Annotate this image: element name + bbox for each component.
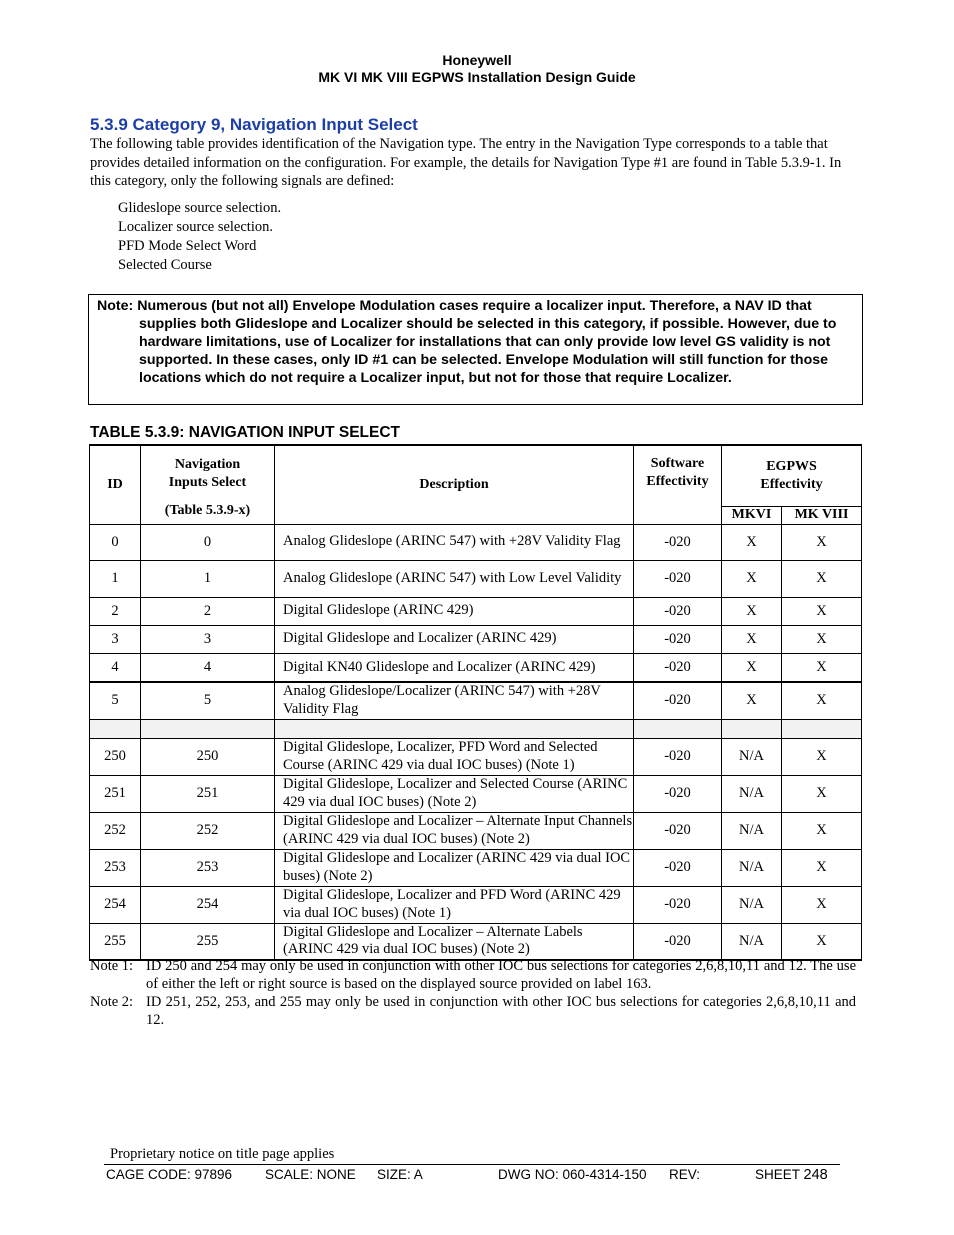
- cell-nav: 254: [141, 886, 275, 923]
- signal-item: Localizer source selection.: [118, 219, 273, 235]
- cell-id: 251: [90, 775, 141, 812]
- cell-id: 3: [90, 625, 141, 653]
- cell-nav: 3: [141, 625, 275, 653]
- table-row: [90, 812, 862, 849]
- signal-item: Selected Course: [118, 257, 212, 273]
- gap-cell: [275, 719, 634, 738]
- table-caption: TABLE 5.3.9: NAVIGATION INPUT SELECT: [90, 424, 401, 441]
- note-text: ID 251, 252, 253, and 255 may only be used in conjunction with other IOC bus selections for categories 2,6,8,10,11 and 12.: [146, 994, 856, 1028]
- cell-software: -020: [634, 597, 722, 625]
- cell-description: Digital KN40 Glideslope and Localizer (ARINC 429): [275, 653, 634, 682]
- cell-software: -020: [634, 738, 722, 775]
- egpws-header-line2: Effectivity: [760, 476, 823, 492]
- cell-id: 4: [90, 653, 141, 682]
- note-label: Note 1:: [90, 958, 134, 974]
- size: SIZE: A: [377, 1167, 423, 1182]
- company-name: Honeywell: [442, 52, 512, 68]
- cell-nav: 0: [141, 524, 275, 560]
- table-row: [90, 524, 862, 560]
- cell-mkviii: X: [782, 625, 862, 653]
- col-header-egpws: [722, 445, 862, 506]
- table-row: [90, 682, 862, 719]
- table-notes: [90, 957, 856, 1029]
- cell-mkvi: N/A: [722, 812, 782, 849]
- table-row: [90, 886, 862, 923]
- cell-software: -020: [634, 886, 722, 923]
- scale: SCALE: NONE: [265, 1167, 356, 1182]
- intro-paragraph: [90, 135, 860, 191]
- sheet-label: [755, 1167, 828, 1183]
- cell-description: Digital Glideslope and Localizer – Alternate Labels (ARINC 429 via dual IOC buses) (Note 2): [275, 923, 634, 960]
- revision: REV:: [669, 1167, 701, 1182]
- col-header-software: [634, 445, 722, 524]
- navigation-input-table: [89, 444, 862, 961]
- cell-mkvi: X: [722, 625, 782, 653]
- cell-mkviii: X: [782, 560, 862, 597]
- cell-mkviii: X: [782, 775, 862, 812]
- cell-id: 2: [90, 597, 141, 625]
- cage-code: CAGE CODE: 97896: [106, 1167, 233, 1182]
- cell-description: Digital Glideslope and Localizer (ARINC 429 via dual IOC buses) (Note 2): [275, 849, 634, 886]
- table-gap-row: [90, 719, 862, 738]
- cell-description: Analog Glideslope (ARINC 547) with Low Level Validity: [275, 560, 634, 597]
- cell-nav: 2: [141, 597, 275, 625]
- cell-id: 253: [90, 849, 141, 886]
- cell-nav: 5: [141, 682, 275, 719]
- note-text: ID 250 and 254 may only be used in conjunction with other IOC bus selections for categories 2,6,8,10,11 and 12. The use of either the left or right source is based on the displayed source provided on label 163.: [146, 958, 856, 992]
- table-note: [90, 993, 856, 1029]
- sw-header-line1: Software: [650, 456, 705, 471]
- sw-header-line2: Effectivity: [646, 474, 709, 489]
- localizer-note-box: [88, 294, 863, 405]
- cell-nav: 4: [141, 653, 275, 682]
- egpws-header-line1: EGPWS: [766, 458, 817, 474]
- document-title: MK VI MK VIII EGPWS Installation Design Guide: [318, 69, 636, 85]
- cell-nav: 251: [141, 775, 275, 812]
- cell-mkviii: X: [782, 886, 862, 923]
- col-header-id: ID: [90, 445, 141, 524]
- signal-item: PFD Mode Select Word: [118, 238, 257, 254]
- table-row: [90, 560, 862, 597]
- cell-software: -020: [634, 560, 722, 597]
- cell-software: -020: [634, 625, 722, 653]
- cell-mkviii: X: [782, 653, 862, 682]
- cell-software: -020: [634, 682, 722, 719]
- gap-cell: [634, 719, 722, 738]
- cell-mkviii: X: [782, 738, 862, 775]
- cell-id: 0: [90, 524, 141, 560]
- note-text: [97, 297, 854, 387]
- table-row: [90, 625, 862, 653]
- cell-mkvi: N/A: [722, 738, 782, 775]
- nav-header-line2: Inputs Select: [168, 475, 247, 490]
- cell-description: Analog Glideslope (ARINC 547) with +28V Validity Flag: [275, 524, 634, 560]
- cell-mkvi: N/A: [722, 775, 782, 812]
- cell-mkvi: N/A: [722, 886, 782, 923]
- gap-cell: [141, 719, 275, 738]
- table-row: [90, 923, 862, 960]
- gap-cell: [782, 719, 862, 738]
- cell-id: 252: [90, 812, 141, 849]
- cell-software: -020: [634, 653, 722, 682]
- table-row: [90, 597, 862, 625]
- table-row: [90, 738, 862, 775]
- cell-mkvi: X: [722, 682, 782, 719]
- table-note: [90, 957, 856, 993]
- cell-description: Analog Glideslope/Localizer (ARINC 547) with +28V Validity Flag: [275, 682, 634, 719]
- cell-nav: 250: [141, 738, 275, 775]
- cell-software: -020: [634, 524, 722, 560]
- drawing-number: DWG NO: 060-4314-150: [498, 1167, 647, 1182]
- cell-mkviii: X: [782, 524, 862, 560]
- cell-description: Digital Glideslope, Localizer and Selected Course (ARINC 429 via dual IOC buses) (Note 2): [275, 775, 634, 812]
- cell-nav: 252: [141, 812, 275, 849]
- cell-mkviii: X: [782, 923, 862, 960]
- cell-mkviii: X: [782, 812, 862, 849]
- cell-mkviii: X: [782, 597, 862, 625]
- cell-software: -020: [634, 812, 722, 849]
- cell-nav: 255: [141, 923, 275, 960]
- table-row: [90, 849, 862, 886]
- note-label: Note 2:: [90, 994, 134, 1010]
- col-header-nav-inputs: [141, 445, 275, 524]
- cell-mkviii: X: [782, 849, 862, 886]
- cell-mkvi: N/A: [722, 849, 782, 886]
- cell-id: 254: [90, 886, 141, 923]
- cell-mkvi: X: [722, 560, 782, 597]
- col-header-mkviii: MK VIII: [782, 506, 862, 524]
- cell-description: Digital Glideslope and Localizer – Alternate Input Channels (ARINC 429 via dual IOC buses) (Note 2): [275, 812, 634, 849]
- table-row: [90, 775, 862, 812]
- cell-description: Digital Glideslope and Localizer (ARINC 429): [275, 625, 634, 653]
- cell-mkviii: X: [782, 682, 862, 719]
- col-header-description: Description: [275, 445, 634, 524]
- proprietary-notice: Proprietary notice on title page applies: [110, 1146, 335, 1162]
- nav-header-line3: (Table 5.3.9-x): [164, 503, 251, 518]
- cell-mkvi: X: [722, 524, 782, 560]
- footer-divider: [104, 1164, 840, 1165]
- signal-item: Glideslope source selection.: [118, 200, 282, 216]
- col-header-mkvi: MKVI: [722, 506, 782, 524]
- table-row: [90, 653, 862, 682]
- cell-nav: 253: [141, 849, 275, 886]
- cell-mkvi: X: [722, 597, 782, 625]
- cell-mkvi: X: [722, 653, 782, 682]
- cell-id: 250: [90, 738, 141, 775]
- gap-cell: [722, 719, 782, 738]
- gap-cell: [90, 719, 141, 738]
- cell-id: 1: [90, 560, 141, 597]
- cell-id: 255: [90, 923, 141, 960]
- cell-description: Digital Glideslope, Localizer and PFD Word (ARINC 429 via dual IOC buses) (Note 1): [275, 886, 634, 923]
- cell-mkvi: N/A: [722, 923, 782, 960]
- cell-software: -020: [634, 923, 722, 960]
- section-heading: 5.3.9 Category 9, Navigation Input Select: [90, 115, 418, 134]
- cell-description: Digital Glideslope, Localizer, PFD Word and Selected Course (ARINC 429 via dual IOC buses) (Note 1): [275, 738, 634, 775]
- cell-description: Digital Glideslope (ARINC 429): [275, 597, 634, 625]
- nav-header-line1: Navigation: [174, 457, 241, 472]
- intro-text: The following table provides identification of the Navigation type. The entry in the Navigation Type corresponds to a table that provides detailed information on the configuration. For example, the details for Navigation Type #1 are found in Table 5.3.9-1. In this category, only the following signals are defined:: [90, 136, 842, 189]
- cell-software: -020: [634, 775, 722, 812]
- note-label: Note:: [97, 298, 138, 314]
- cell-software: -020: [634, 849, 722, 886]
- note-body: Numerous (but not all) Envelope Modulation cases require a localizer input. Therefore, a NAV ID that supplies both Glideslope and Localizer should be selected in this category, if possible. However, due to hardware limitations, use of Localizer for installations that can only provide low level GS validity is not supported. In these cases, only ID #1 can be selected. Envelope Modulation will still function for those locations which do not require a Localizer input, but not for those that require Localizer.: [137, 298, 837, 386]
- sheet-number: 248: [803, 1167, 828, 1183]
- signal-list: [118, 199, 281, 275]
- sheet-text: SHEET: [755, 1167, 800, 1182]
- cell-id: 5: [90, 682, 141, 719]
- cell-nav: 1: [141, 560, 275, 597]
